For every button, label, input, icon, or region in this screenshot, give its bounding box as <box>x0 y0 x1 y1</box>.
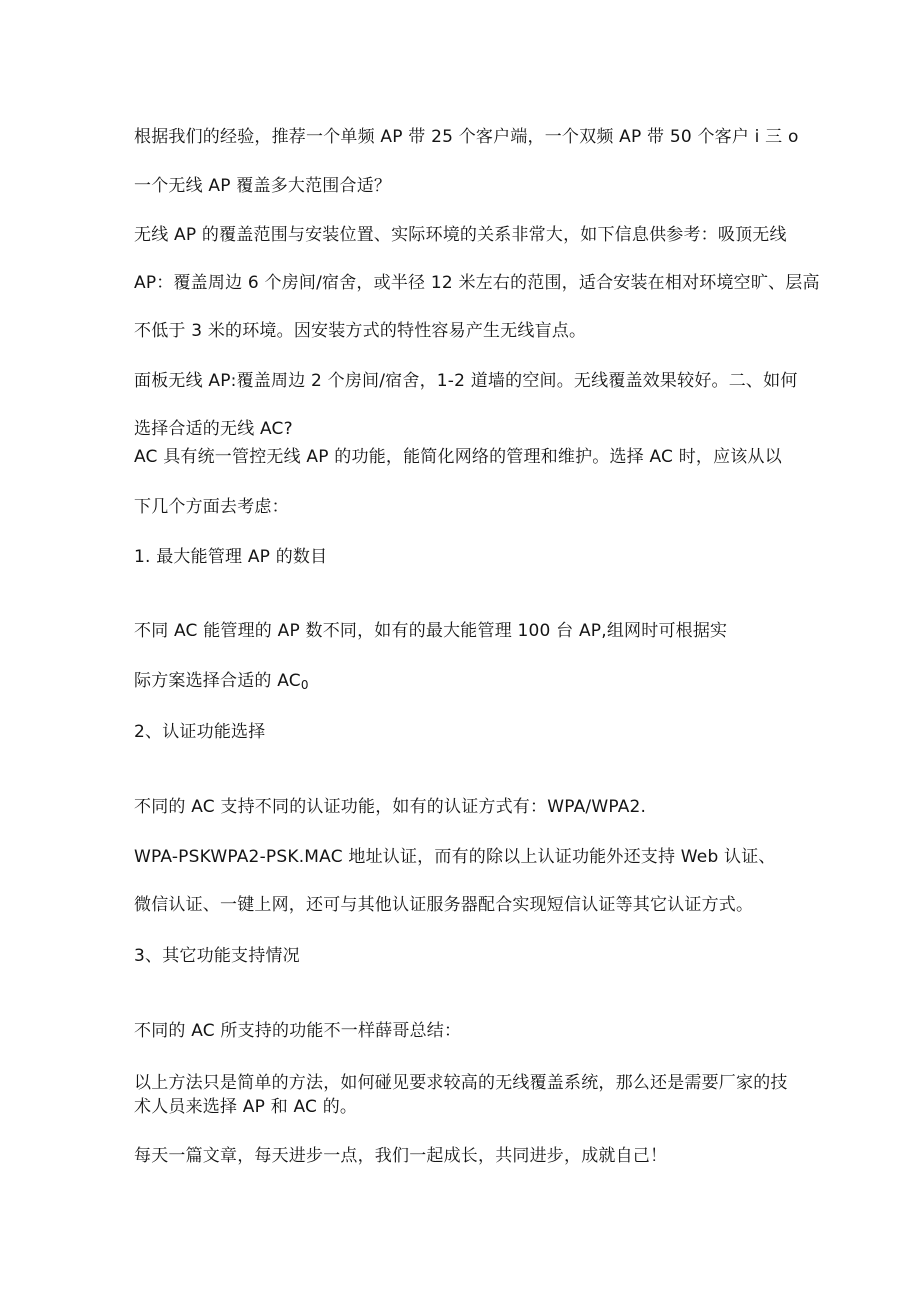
heading-authentication: 2、认证功能选择 <box>134 722 266 742</box>
paragraph-summary-line-1: 以上方法只是简单的方法，如何碰见要求较高的无线覆盖系统，那么还是需要厂家的技 <box>134 1073 788 1093</box>
paragraph-ap-count-line-2-subscript: 0 <box>300 678 309 692</box>
paragraph-auth-line-1: 不同的 AC 支持不同的认证功能，如有的认证方式有：WPA/WPA2. <box>134 797 647 817</box>
paragraph-ap-count-line-1: 不同 AC 能管理的 AP 数不同，如有的最大能管理 100 台 AP,组网时可根据实 <box>134 621 728 641</box>
paragraph-other-functions: 不同的 AC 所支持的功能不一样薛哥总结： <box>134 1021 462 1041</box>
paragraph-ac-intro-line-1: AC 具有统一管控无线 AP 的功能，能简化网络的管理和维护。选择 AC 时，应该从以 <box>134 447 782 467</box>
paragraph-panel-ap-line-2: 选择合适的无线 AC? <box>134 419 293 439</box>
paragraph-auth-line-2: WPA-PSKWPA2-PSK.MAC 地址认证，而有的除以上认证功能外还支持 Web 认证、 <box>134 847 776 867</box>
paragraph-panel-ap-line-1: 面板无线 AP:覆盖周边 2 个房间/宿舍，1-2 道墙的空间。无线覆盖效果较好。二、如何 <box>134 371 798 391</box>
paragraph-summary-line-2: 术人员来选择 AP 和 AC 的。 <box>134 1097 358 1117</box>
paragraph-closing: 每天一篇文章，每天进步一点，我们一起成长，共同进步，成就自己！ <box>134 1146 668 1166</box>
paragraph-ap-count-line-2 <box>134 670 309 696</box>
paragraph-coverage-line-2: AP：覆盖周边 6 个房间/宿舍，或半径 12 米左右的范围，适合安装在相对环境空旷、层高 <box>134 273 820 293</box>
paragraph-ac-intro-line-2: 下几个方面去考虑： <box>134 497 289 517</box>
heading-other-functions: 3、其它功能支持情况 <box>134 946 300 966</box>
paragraph-coverage-line-1: 无线 AP 的覆盖范围与安装位置、实际环境的关系非常大，如下信息供参考：吸顶无线 <box>134 225 787 245</box>
paragraph-coverage-line-3: 不低于 3 米的环境。因安装方式的特性容易产生无线盲点。 <box>134 321 587 341</box>
heading-max-ap-count: 1. 最大能管理 AP 的数目 <box>134 547 328 567</box>
question-ap-coverage: 一个无线 AP 覆盖多大范围合适？ <box>134 176 392 196</box>
paragraph-auth-line-3: 微信认证、一键上网，还可与其他认证服务器配合实现短信认证等其它认证方式。 <box>134 895 754 915</box>
paragraph-ap-count-line-2-text: 际方案选择合适的 AC <box>134 671 301 691</box>
paragraph-client-recommendation: 根据我们的经验，推荐一个单频 AP 带 25 个客户端，一个双频 AP 带 50 个客户 i 三 o <box>134 127 799 147</box>
